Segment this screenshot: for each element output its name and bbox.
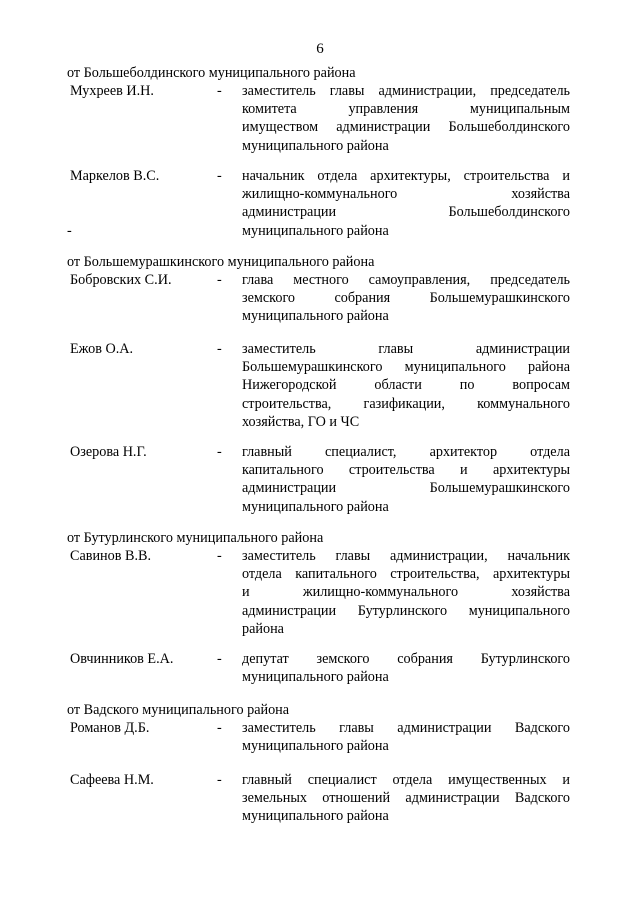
member-role	[242, 547, 570, 638]
member-name: Ежов О.А.	[70, 341, 134, 357]
role-line: заместитель главы администрации Вадского	[242, 720, 570, 736]
member-entry	[67, 547, 570, 637]
role-line: муниципального района	[242, 222, 389, 239]
role-line: начальник отдела архитектуры, строительства и	[242, 168, 570, 184]
member-dash: -	[217, 651, 222, 667]
role-line: капитального строительства и архитектуры	[242, 462, 570, 479]
role-line: района	[242, 620, 284, 637]
district-heading: от Бутурлинского муниципального района	[67, 530, 324, 546]
role-line: муниципального района	[242, 738, 389, 755]
member-dash: -	[217, 83, 222, 99]
role-line: заместитель главы администрации	[242, 341, 570, 357]
member-name: Озерова Н.Г.	[70, 444, 147, 460]
member-name: Маркелов В.С.	[70, 168, 160, 184]
role-line: Большемурашкинского муниципального района	[242, 359, 570, 376]
role-line: и жилищно-коммунального хозяйства	[242, 584, 570, 601]
member-role	[242, 443, 570, 516]
member-name: Мухреев И.Н.	[70, 83, 154, 99]
role-line: земского собрания Большемурашкинского	[242, 290, 570, 307]
member-role	[242, 771, 570, 826]
member-role	[242, 271, 570, 326]
district-heading: от Большемурашкинского муниципального района	[67, 254, 375, 270]
role-line: хозяйства, ГО и ЧС	[242, 413, 360, 430]
role-line: заместитель главы администрации, председатель	[242, 83, 570, 99]
role-line: главный специалист, архитектор отдела	[242, 444, 570, 460]
member-dash: -	[217, 168, 222, 184]
role-line: заместитель главы администрации, начальник	[242, 548, 570, 564]
district-heading: от Большеболдинского муниципального района	[67, 65, 356, 81]
member-dash: -	[217, 720, 222, 736]
member-dash: -	[217, 548, 222, 564]
member-dash: -	[217, 341, 222, 357]
role-line: глава местного самоуправления, председатель	[242, 272, 570, 288]
role-line: муниципального района	[242, 808, 389, 825]
district-heading: от Вадского муниципального района	[67, 702, 290, 718]
role-line: муниципального района	[242, 498, 389, 515]
member-role	[242, 650, 570, 686]
member-role	[242, 167, 570, 240]
member-name: Романов Д.Б.	[70, 720, 150, 736]
page-number: 6	[316, 41, 324, 57]
role-line: муниципального района	[242, 308, 389, 325]
member-entry	[67, 271, 570, 325]
member-dash: -	[217, 272, 222, 288]
member-role	[242, 82, 570, 155]
role-line: отдела капитального строительства, архитектуры	[242, 566, 570, 583]
member-entry	[67, 82, 570, 154]
member-name: Савинов В.В.	[70, 548, 152, 564]
role-line: главный специалист отдела имущественных и	[242, 772, 570, 788]
stray-dash-mark: -	[67, 223, 72, 239]
member-role	[242, 719, 570, 755]
role-line: земельных отношений администрации Вадского	[242, 790, 570, 807]
role-line: имуществом администрации Большеболдинского	[242, 119, 570, 136]
role-line: администрации Бутурлинского муниципального	[242, 602, 570, 619]
member-entry	[67, 340, 570, 430]
role-line: строительства, газификации, коммунального	[242, 395, 570, 412]
role-line: администрации Большеболдинского	[242, 204, 570, 221]
role-line: Нижегородской области по вопросам	[242, 377, 570, 394]
role-line: комитета управления муниципальным	[242, 101, 570, 118]
member-role	[242, 340, 570, 431]
member-entry	[67, 167, 570, 239]
role-line: муниципального района	[242, 669, 389, 686]
member-dash: -	[217, 772, 222, 788]
role-line: муниципального района	[242, 137, 389, 154]
member-entry	[67, 771, 570, 825]
member-entry	[67, 443, 570, 515]
member-entry	[67, 719, 570, 755]
member-dash: -	[217, 444, 222, 460]
role-line: администрации Большемурашкинского	[242, 480, 570, 497]
member-name: Бобровских С.И.	[70, 272, 172, 288]
role-line: депутат земского собрания Бутурлинского	[242, 651, 570, 667]
member-entry	[67, 650, 570, 686]
member-name: Овчинников Е.А.	[70, 651, 174, 667]
role-line: жилищно-коммунального хозяйства	[242, 186, 570, 203]
member-name: Сафеева Н.М.	[70, 772, 154, 788]
